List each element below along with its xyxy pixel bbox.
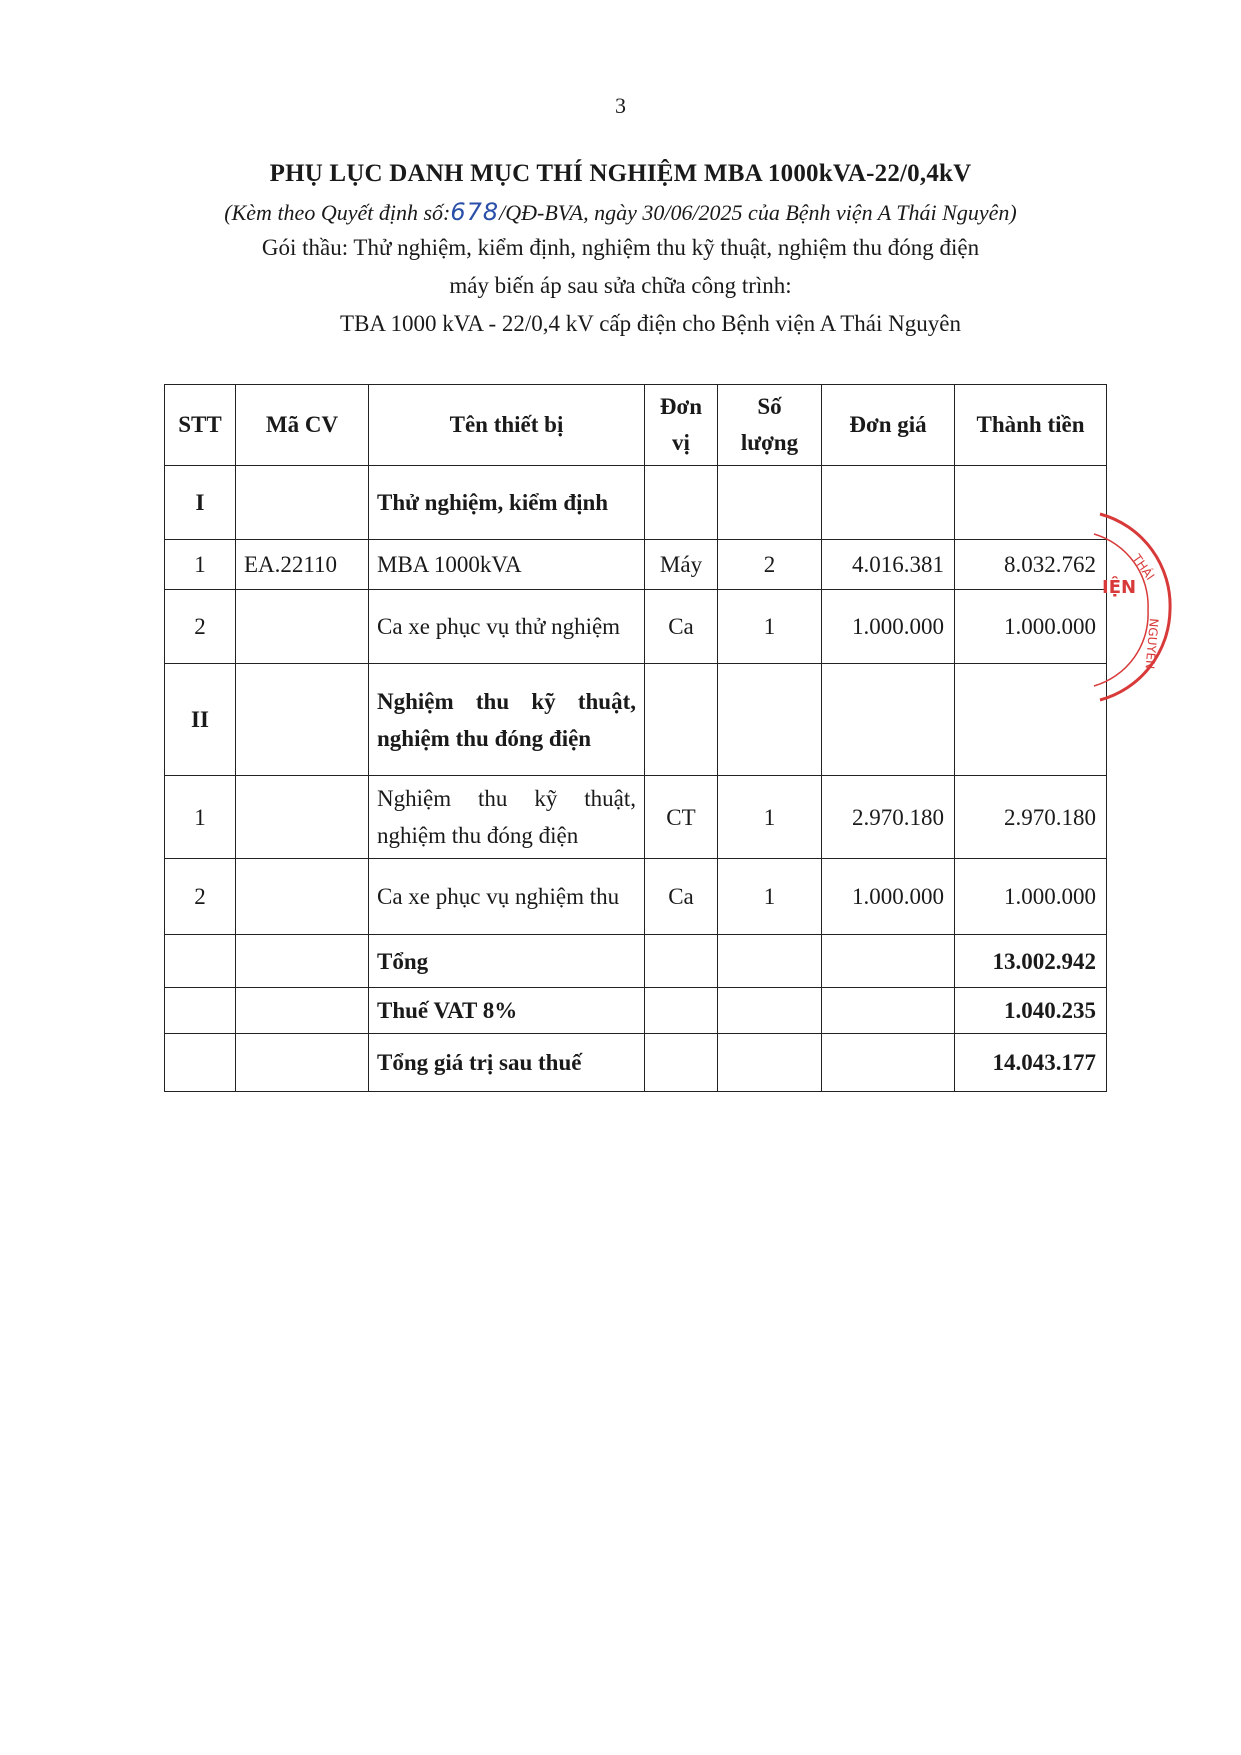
- cell-don-gia: 4.016.381: [822, 540, 955, 590]
- vat-label: Thuế VAT 8%: [369, 988, 645, 1034]
- document-title: PHỤ LỤC DANH MỤC THÍ NGHIỆM MBA 1000kVA-22/0,4kV: [269, 160, 972, 187]
- cell-stt: II: [165, 664, 236, 776]
- cell-ten: Ca xe phục vụ nghiệm thu: [369, 859, 645, 935]
- grand-total-label: Tổng giá trị sau thuế: [369, 1034, 645, 1092]
- page-number: 3: [615, 93, 626, 118]
- table-row: [165, 776, 1107, 859]
- cell-ten: Nghiệm thu kỹ thuật, nghiệm thu đóng điện: [369, 664, 645, 776]
- cell-stt: 2: [165, 590, 236, 664]
- decision-reference: [0, 198, 1241, 226]
- cell-don-gia: [822, 664, 955, 776]
- cell-so-luong: 2: [718, 540, 822, 590]
- cell-ten: Thử nghiệm, kiểm định: [369, 466, 645, 540]
- cell-ten: MBA 1000kVA: [369, 540, 645, 590]
- cell-thanh-tien: 1.000.000: [955, 859, 1107, 935]
- header-stt: STT: [165, 385, 236, 466]
- cell-ten: Nghiệm thu kỹ thuật, nghiệm thu đóng điện: [369, 776, 645, 859]
- decision-prefix: (Kèm theo Quyết định số:: [224, 200, 451, 225]
- header-thanh-tien: Thành tiền: [955, 385, 1107, 466]
- appendix-table: [164, 384, 1107, 1092]
- package-line-3: TBA 1000 kVA - 22/0,4 kV cấp điện cho Bệnh viện A Thái Nguyên: [340, 311, 961, 336]
- vat-row: [165, 988, 1107, 1034]
- cell-thanh-tien: 1.000.000: [955, 590, 1107, 664]
- cell-so-luong: [718, 466, 822, 540]
- cell-don-gia: [822, 466, 955, 540]
- cell-stt: 2: [165, 859, 236, 935]
- table-row: [165, 664, 1107, 776]
- table-row: [165, 466, 1107, 540]
- cell-so-luong: [718, 664, 822, 776]
- cell-stt: 1: [165, 776, 236, 859]
- cell-don-gia: 1.000.000: [822, 859, 955, 935]
- cell-don-gia: 1.000.000: [822, 590, 955, 664]
- svg-text:NGUYÊN: NGUYÊN: [1142, 617, 1161, 670]
- table-row: [165, 540, 1107, 590]
- cell-stt: I: [165, 466, 236, 540]
- handwritten-decision-number: 678: [450, 198, 500, 226]
- package-line-2: máy biến áp sau sửa chữa công trình:: [449, 273, 792, 298]
- cell-thanh-tien: 2.970.180: [955, 776, 1107, 859]
- cell-ma-cv: [236, 664, 369, 776]
- table-row: [165, 590, 1107, 664]
- cell-thanh-tien: 8.032.762: [955, 540, 1107, 590]
- red-seal-stamp: [1090, 500, 1205, 710]
- cell-so-luong: 1: [718, 776, 822, 859]
- grand-total-value: 14.043.177: [955, 1034, 1107, 1092]
- cell-ma-cv: [236, 466, 369, 540]
- cell-ten: Ca xe phục vụ thử nghiệm: [369, 590, 645, 664]
- svg-text:IỆN: IỆN: [1102, 577, 1137, 598]
- cell-don-vi: Máy: [645, 540, 718, 590]
- header-ten-thiet-bi: Tên thiết bị: [369, 385, 645, 466]
- header-ma-cv: Mã CV: [236, 385, 369, 466]
- header-so-luong: Số lượng: [718, 385, 822, 466]
- cell-thanh-tien: [955, 664, 1107, 776]
- cell-don-vi: CT: [645, 776, 718, 859]
- cell-so-luong: 1: [718, 590, 822, 664]
- header-don-gia: Đơn giá: [822, 385, 955, 466]
- cell-don-gia: 2.970.180: [822, 776, 955, 859]
- total-label: Tổng: [369, 935, 645, 988]
- vat-value: 1.040.235: [955, 988, 1107, 1034]
- cell-thanh-tien: [955, 466, 1107, 540]
- package-line-1: Gói thầu: Thử nghiệm, kiểm định, nghiệm thu kỹ thuật, nghiệm thu đóng điện: [261, 235, 980, 260]
- table-header-row: [165, 385, 1107, 466]
- header-don-vi: Đơn vị: [645, 385, 718, 466]
- cell-don-vi: Ca: [645, 859, 718, 935]
- table-row: [165, 859, 1107, 935]
- cell-ma-cv: [236, 859, 369, 935]
- total-row: [165, 935, 1107, 988]
- cell-ma-cv: EA.22110: [236, 540, 369, 590]
- cell-stt: 1: [165, 540, 236, 590]
- total-value: 13.002.942: [955, 935, 1107, 988]
- cell-ma-cv: [236, 776, 369, 859]
- cell-don-vi: [645, 664, 718, 776]
- cell-ma-cv: [236, 590, 369, 664]
- cell-so-luong: 1: [718, 859, 822, 935]
- cell-don-vi: Ca: [645, 590, 718, 664]
- grand-total-row: [165, 1034, 1107, 1092]
- svg-text:THÁI: THÁI: [1129, 551, 1158, 583]
- cell-don-vi: [645, 466, 718, 540]
- decision-suffix: /QĐ-BVA, ngày 30/06/2025 của Bệnh viện A Thái Nguyên): [499, 200, 1017, 225]
